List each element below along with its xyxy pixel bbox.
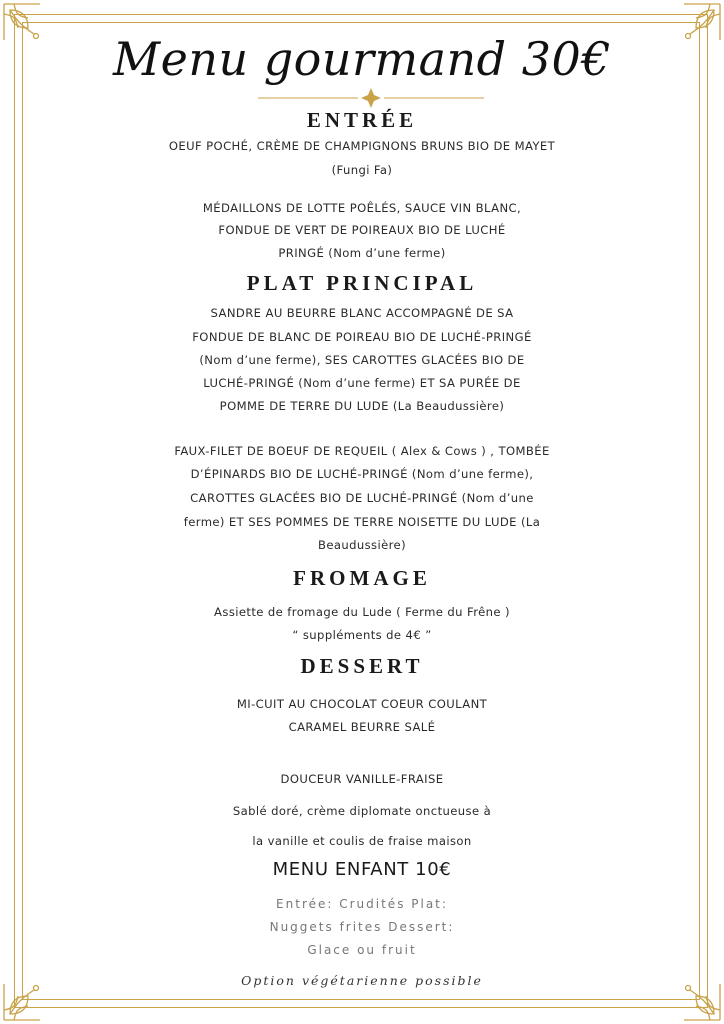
menu-line: ferme) ET SES POMMES DE TERRE NOISETTE DU LUDE (La xyxy=(183,515,541,529)
section-title-entree: ENTRÉE xyxy=(306,108,418,132)
menu-line: (Nom d’une ferme), SES CAROTTES GLACÉES BIO DE xyxy=(199,353,525,367)
menu-line: POMME DE TERRE DU LUDE (La Beaudussière) xyxy=(219,399,505,413)
kids-menu-line: Entrée: Crudités Plat: xyxy=(276,897,448,911)
menu-line: Sablé doré, crème diplomate onctueuse à xyxy=(232,804,492,818)
star-divider-icon xyxy=(258,88,484,108)
menu-line: FAUX-FILET DE BOEUF DE REQUEIL ( Alex & Cows ) , TOMBÉE xyxy=(174,444,550,458)
section-title-fromage: FROMAGE xyxy=(293,566,431,590)
menu-line: FONDUE DE BLANC DE POIREAU BIO DE LUCHÉ-PRINGÉ xyxy=(192,330,532,344)
menu-line: “ suppléments de 4€ ” xyxy=(292,628,432,642)
section-title-plat: PLAT PRINCIPAL xyxy=(246,271,478,295)
menu-line: CARAMEL BEURRE SALÉ xyxy=(288,720,436,734)
menu-line: DOUCEUR VANILLE-FRAISE xyxy=(280,772,444,786)
menu-line: PRINGÉ (Nom d’une ferme) xyxy=(278,246,446,260)
menu-line: OEUF POCHÉ, CRÈME DE CHAMPIGNONS BRUNS BIO DE MAYET xyxy=(168,139,556,153)
menu-line: MI-CUIT AU CHOCOLAT COEUR COULANT xyxy=(236,697,488,711)
menu-line: (Fungi Fa) xyxy=(331,163,393,177)
menu-line: Beaudussière) xyxy=(317,538,407,552)
menu-line: CAROTTES GLACÉES BIO DE LUCHÉ-PRINGÉ (Nom d’une xyxy=(190,491,534,505)
vegetarian-note: Option végétarienne possible xyxy=(241,973,483,988)
kids-menu-title: MENU ENFANT 10€ xyxy=(272,859,452,880)
menu-line: SANDRE AU BEURRE BLANC ACCOMPAGNÉ DE SA xyxy=(210,306,514,320)
kids-menu-line: Glace ou fruit xyxy=(307,943,417,957)
menu-line: la vanille et coulis de fraise maison xyxy=(252,834,472,848)
section-title-dessert: DESSERT xyxy=(300,654,424,678)
menu-line: D’ÉPINARDS BIO DE LUCHÉ-PRINGÉ (Nom d’une ferme), xyxy=(190,467,534,481)
menu-line: MÉDAILLONS DE LOTTE POÊLÉS, SAUCE VIN BLANC, xyxy=(202,201,522,215)
menu-title: Menu gourmand 30€ xyxy=(113,32,611,86)
menu-line: FONDUE DE VERT DE POIREAUX BIO DE LUCHÉ xyxy=(218,223,506,237)
menu-line: Assiette de fromage du Lude ( Ferme du Frêne ) xyxy=(214,605,510,619)
menu-line: LUCHÉ-PRINGÉ (Nom d’une ferme) ET SA PURÉE DE xyxy=(203,376,521,390)
kids-menu-line: Nuggets frites Dessert: xyxy=(269,920,455,934)
